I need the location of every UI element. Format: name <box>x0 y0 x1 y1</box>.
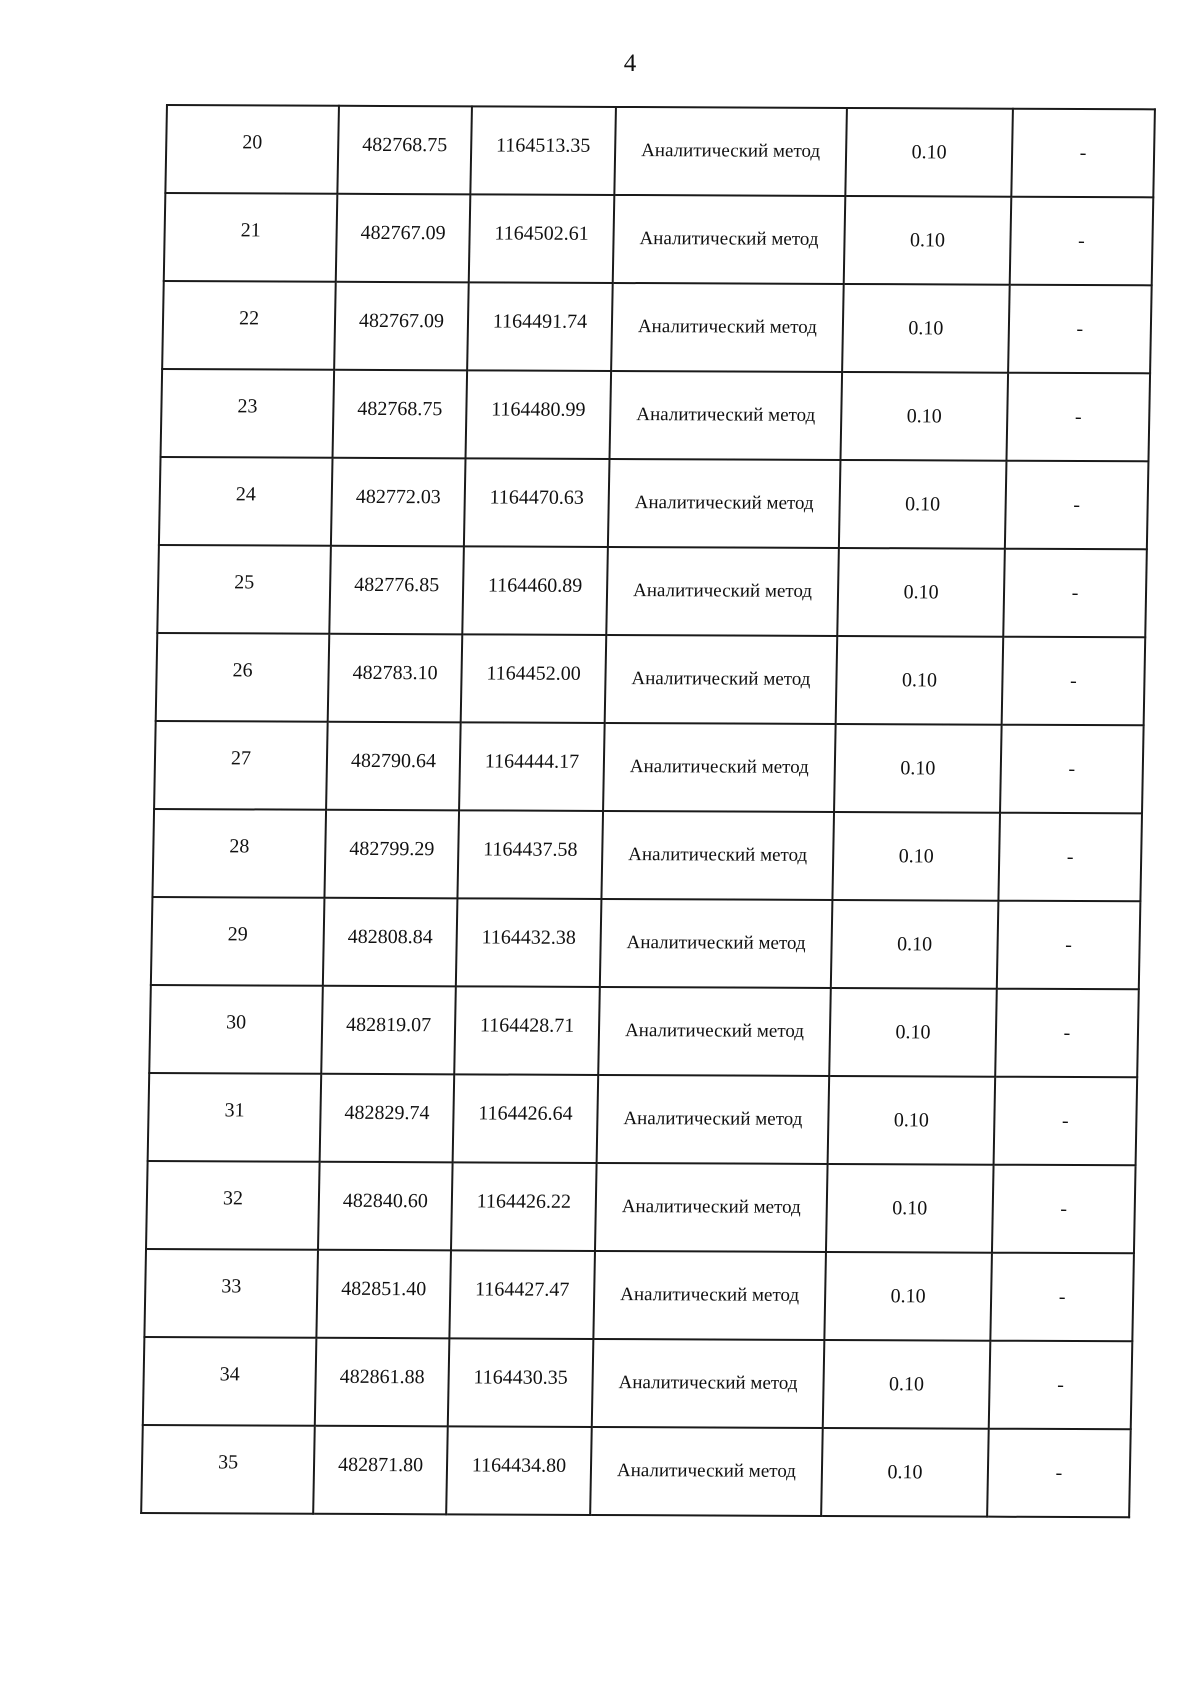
note-cell: - <box>1000 725 1144 814</box>
note-cell: - <box>995 989 1139 1078</box>
coordinates-table <box>140 104 1156 1518</box>
precision-cell: 0.10 <box>821 1428 989 1517</box>
precision-cell: 0.10 <box>832 812 1000 901</box>
method-cell: Аналитический метод <box>609 371 842 460</box>
coordinate-x-cell: 482768.75 <box>337 106 472 195</box>
precision-cell: 0.10 <box>842 284 1010 373</box>
note-cell: - <box>1003 549 1147 638</box>
coordinate-x-cell: 482772.03 <box>331 458 466 547</box>
note-cell: - <box>998 813 1142 902</box>
coordinate-y-cell: 1164460.89 <box>462 546 608 635</box>
coordinate-y-cell: 1164426.22 <box>451 1162 597 1251</box>
coordinate-y-cell: 1164426.64 <box>453 1074 599 1163</box>
coordinate-y-cell: 1164437.58 <box>457 810 603 899</box>
method-cell: Аналитический метод <box>613 195 846 284</box>
note-cell: - <box>1011 109 1155 198</box>
coordinate-x-cell: 482840.60 <box>318 1162 453 1251</box>
coordinate-x-cell: 482767.09 <box>336 194 471 283</box>
table-row <box>152 809 1142 901</box>
point-number-cell: 21 <box>164 193 338 282</box>
method-cell: Аналитический метод <box>592 1339 825 1428</box>
method-cell: Аналитический метод <box>597 1075 830 1164</box>
coordinate-y-cell: 1164502.61 <box>469 194 615 283</box>
precision-cell: 0.10 <box>839 460 1007 549</box>
table-row <box>141 1425 1131 1517</box>
coordinate-x-cell: 482767.09 <box>334 282 469 371</box>
point-number-cell: 20 <box>165 105 339 194</box>
precision-cell: 0.10 <box>826 1164 994 1253</box>
note-cell: - <box>997 901 1141 990</box>
coordinate-x-cell: 482768.75 <box>333 370 468 459</box>
coordinate-y-cell: 1164427.47 <box>449 1250 595 1339</box>
table-row <box>149 985 1139 1077</box>
method-cell: Аналитический метод <box>614 107 847 196</box>
coordinate-y-cell: 1164444.17 <box>459 722 605 811</box>
point-number-cell: 25 <box>157 545 331 634</box>
precision-cell: 0.10 <box>831 900 999 989</box>
precision-cell: 0.10 <box>844 196 1012 285</box>
note-cell: - <box>987 1429 1131 1518</box>
coordinate-x-cell: 482829.74 <box>320 1074 455 1163</box>
coordinate-y-cell: 1164452.00 <box>461 634 607 723</box>
coordinates-table-wrapper <box>140 104 1154 1518</box>
point-number-cell: 31 <box>148 1073 322 1162</box>
method-cell: Аналитический метод <box>611 283 844 372</box>
note-cell: - <box>1005 461 1149 550</box>
method-cell: Аналитический метод <box>606 547 839 636</box>
table-row <box>143 1337 1133 1429</box>
note-cell: - <box>1008 285 1152 374</box>
precision-cell: 0.10 <box>824 1252 992 1341</box>
coordinate-y-cell: 1164491.74 <box>467 282 613 371</box>
method-cell: Аналитический метод <box>605 635 838 724</box>
coordinate-y-cell: 1164434.80 <box>446 1426 592 1515</box>
coordinate-x-cell: 482871.80 <box>313 1426 448 1515</box>
note-cell: - <box>1010 197 1154 286</box>
table-row <box>156 633 1146 725</box>
table-row <box>162 281 1152 373</box>
point-number-cell: 33 <box>144 1249 318 1338</box>
coordinate-y-cell: 1164428.71 <box>454 986 600 1075</box>
method-cell: Аналитический метод <box>600 899 833 988</box>
coordinate-x-cell: 482851.40 <box>316 1250 451 1339</box>
point-number-cell: 27 <box>154 721 328 810</box>
table-row <box>148 1073 1138 1165</box>
point-number-cell: 24 <box>159 457 333 546</box>
coordinate-y-cell: 1164432.38 <box>456 898 602 987</box>
table-row <box>159 457 1149 549</box>
note-cell: - <box>994 1077 1138 1166</box>
table-row <box>161 369 1151 461</box>
precision-cell: 0.10 <box>836 636 1004 725</box>
method-cell: Аналитический метод <box>595 1163 828 1252</box>
method-cell: Аналитический метод <box>603 723 836 812</box>
table-row <box>165 105 1155 197</box>
precision-cell: 0.10 <box>840 372 1008 461</box>
precision-cell: 0.10 <box>828 1076 996 1165</box>
coordinate-x-cell: 482776.85 <box>329 546 464 635</box>
coordinate-x-cell: 482808.84 <box>323 898 458 987</box>
coordinate-y-cell: 1164513.35 <box>470 106 616 195</box>
coordinate-x-cell: 482783.10 <box>328 634 463 723</box>
method-cell: Аналитический метод <box>598 987 831 1076</box>
point-number-cell: 26 <box>156 633 330 722</box>
note-cell: - <box>989 1341 1133 1430</box>
note-cell: - <box>992 1165 1136 1254</box>
note-cell: - <box>990 1253 1134 1342</box>
coordinate-x-cell: 482861.88 <box>315 1338 450 1427</box>
point-number-cell: 32 <box>146 1161 320 1250</box>
table-body <box>141 105 1155 1517</box>
table-row <box>157 545 1147 637</box>
precision-cell: 0.10 <box>829 988 997 1077</box>
point-number-cell: 29 <box>151 897 325 986</box>
table-row <box>154 721 1144 813</box>
note-cell: - <box>1006 373 1150 462</box>
method-cell: Аналитический метод <box>590 1427 823 1516</box>
table-row <box>164 193 1154 285</box>
precision-cell: 0.10 <box>837 548 1005 637</box>
coordinate-x-cell: 482790.64 <box>326 722 461 811</box>
method-cell: Аналитический метод <box>608 459 841 548</box>
precision-cell: 0.10 <box>845 108 1013 197</box>
point-number-cell: 34 <box>143 1337 317 1426</box>
coordinate-y-cell: 1164430.35 <box>448 1338 594 1427</box>
method-cell: Аналитический метод <box>593 1251 826 1340</box>
point-number-cell: 35 <box>141 1425 315 1514</box>
coordinate-y-cell: 1164480.99 <box>466 370 612 459</box>
point-number-cell: 22 <box>162 281 336 370</box>
table-row <box>144 1249 1134 1341</box>
point-number-cell: 30 <box>149 985 323 1074</box>
page-number: 4 <box>623 50 637 77</box>
precision-cell: 0.10 <box>834 724 1002 813</box>
note-cell: - <box>1002 637 1146 726</box>
method-cell: Аналитический метод <box>601 811 834 900</box>
coordinate-x-cell: 482799.29 <box>324 810 459 899</box>
table-row <box>151 897 1141 989</box>
point-number-cell: 28 <box>152 809 326 898</box>
precision-cell: 0.10 <box>823 1340 991 1429</box>
table-row <box>146 1161 1136 1253</box>
coordinate-y-cell: 1164470.63 <box>464 458 610 547</box>
point-number-cell: 23 <box>161 369 335 458</box>
coordinate-x-cell: 482819.07 <box>321 986 456 1075</box>
